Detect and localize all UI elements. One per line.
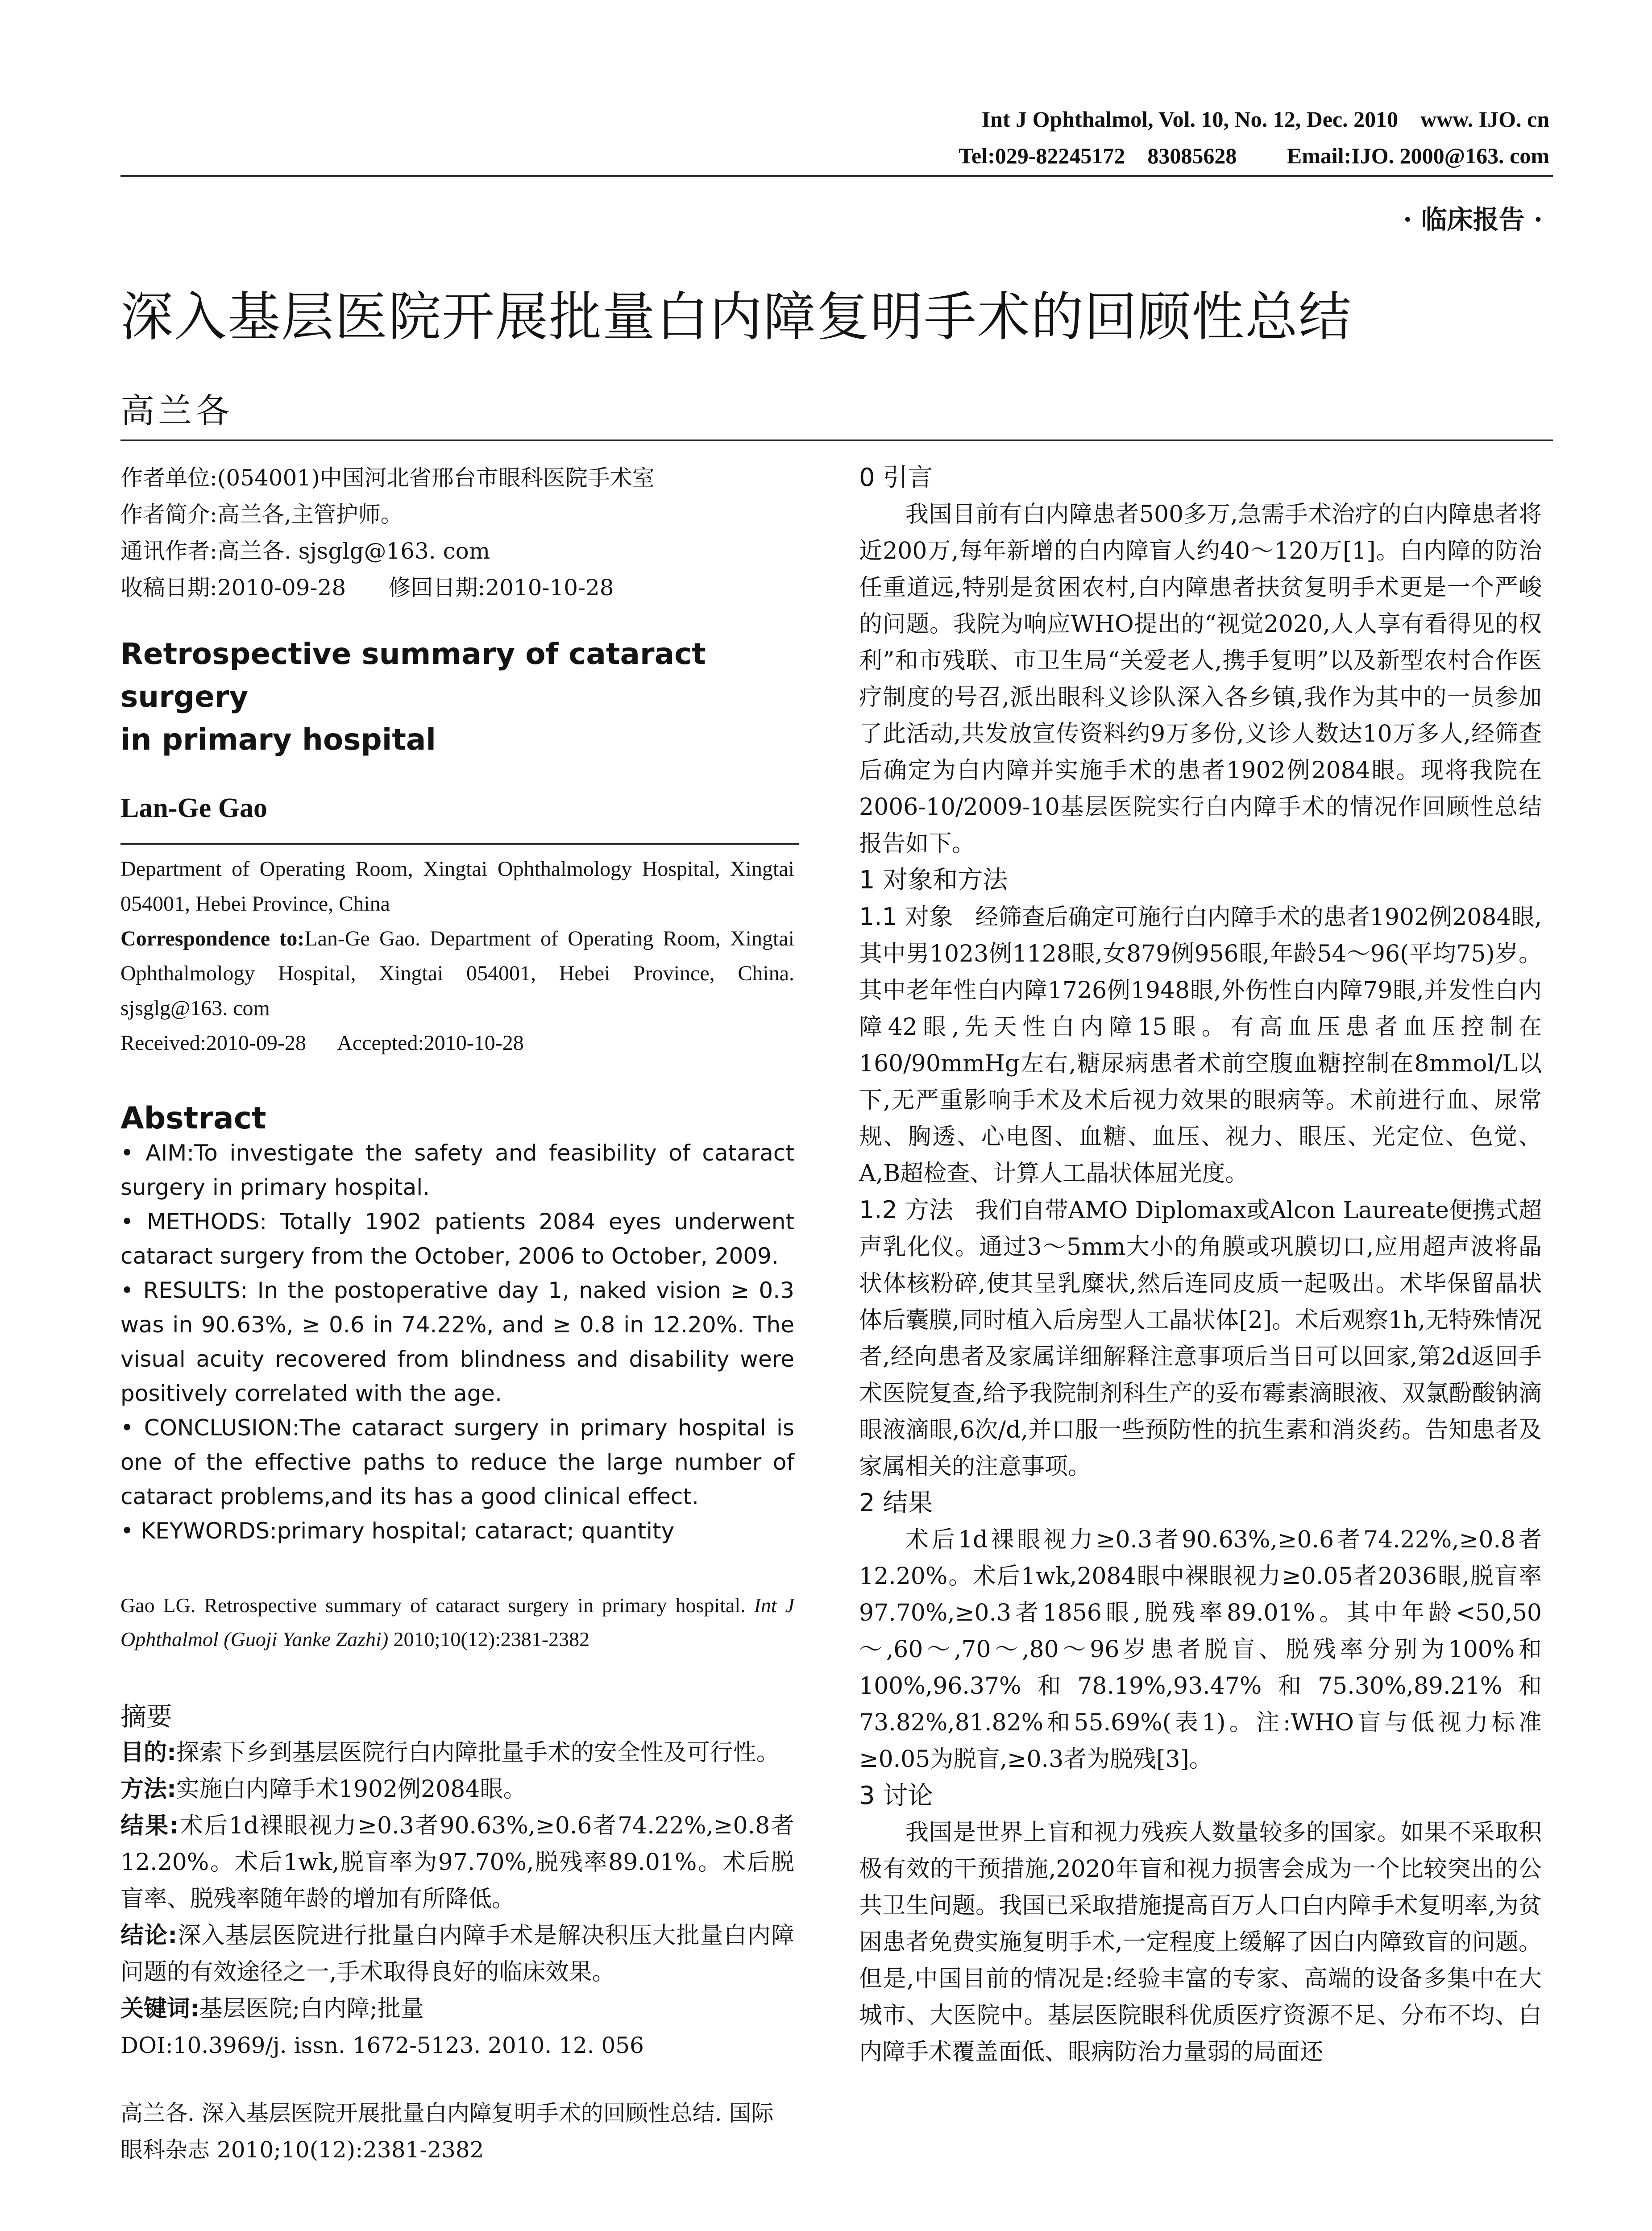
zh-method-text: 实施白内障手术1902例2084眼。: [176, 1776, 527, 1803]
journal-header-line2: Tel:029-82245172 83085628 Email:IJO. 2000@163. com: [959, 143, 1549, 168]
abstract-conclusion: • CONCLUSION:The cataract surgery in primary hospital is one of the effective paths to reduce the large number of cataract problems,and its has a good clinical effect.: [120, 1415, 794, 1509]
section-3-title: 3 讨论: [859, 1781, 933, 1810]
abstract-methods: • METHODS: Totally 1902 patients 2084 eyes underwent cataract surgery from the October, 2006 to October, 2009.: [120, 1209, 794, 1269]
zh-keywords-text: 基层医院;白内障;批量: [199, 1995, 424, 2022]
en-title-line1: Retrospective summary of cataract surgery: [120, 637, 706, 714]
abstract-keywords: • KEYWORDS:primary hospital; cataract; quantity: [120, 1518, 675, 1544]
cn-title: 深入基层医院开展批量白内障复明手术的回顾性总结: [120, 286, 1353, 348]
section-1-2-text: 我们自带AMO Diplomax或Alcon Laureate便携式超声乳化仪。通过3～5mm大小的角膜或巩膜切口,应用超声波将晶状体核粉碎,使其呈乳糜状,然后连同皮质一起吸出。术毕保留晶状体后囊膜,同时植入后房型人工晶状体[2]。术后观察1h,无特殊情况者,经向患者及家属详细解释注意事项后当日可以回家,第2d返回手术医院复查,给予我院制剂科生产的妥布霉素滴眼液、双氯酚酸钠滴眼液滴眼,6次/d,并口服一些预防性的抗生素和消炎药。告知患者及家属相关的注意事项。: [859, 1197, 1542, 1480]
abstract-results: • RESULTS: In the postoperative day 1, naked vision ≥ 0.3 was in 90.63%, ≥ 0.6 in 74.22%, and ≥ 0.8 in 12.20%. The visual acuity recovered from blindness and disability were positively correlated with the age.: [120, 1277, 794, 1406]
en-received: Received:2010-09-28 Accepted:2010-10-28: [120, 1031, 524, 1055]
en-citation-ref: 2010;10(12):2381-2382: [388, 1628, 590, 1650]
section-0-paragraph: 我国目前有白内障患者500多万,急需手术治疗的白内障患者将近200万,每年新增的白内障盲人约40～120万[1]。白内障的防治任重道远,特别是贫困农村,白内障患者扶贫复明手术更是一个严峻的问题。我院为响应WHO提出的“视觉2020,人人享有看得见的权利”和市残联、市卫生局“关爱老人,携手复明”以及新型农村合作医疗制度的号召,派出眼科义诊队深入各乡镇,我作为其中的一员参加了此活动,共发放宣传资料约9万多份,义诊人数达10万多人,经筛查后确定为白内障并实施手术的患者1902例2084眼。现将我院在2006-10/2009-10基层医院实行白内障手术的情况作回顾性总结报告如下。: [859, 501, 1542, 857]
author-bio: 作者简介:高兰各,主管护师。: [120, 502, 403, 527]
zh-method: [120, 1771, 794, 1808]
zh-conclusion: [120, 1917, 794, 1990]
section-1-1-label: 1.1 对象: [859, 903, 954, 931]
section-1-2: [859, 1192, 1542, 1485]
section-1-1-text: 经筛查后确定可施行白内障手术的患者1902例2084眼,其中男1023例1128眼,女879例956眼,年龄54～96(平均75)岁。其中老年性白内障1726例1948眼,外伤性白内障79眼,并发性白内障42眼,先天性白内障15眼。有高血压患者血压控制在160/90mmHg左右,糖尿病患者术前空腹血糖控制在8mmol/L以下,无严重影响手术及术后视力效果的眼病等。术前进行血、尿常规、胸透、心电图、血糖、血压、视力、眼压、光定位、色觉、A,B超检查、计算人工晶状体屈光度。: [859, 904, 1542, 1187]
zh-result-text: 术后1d裸眼视力≥0.3者90.63%,≥0.6者74.22%,≥0.8者12.20%。术后1wk,脱盲率为97.70%,脱残率89.01%。术后脱盲率、脱残率随年龄的增加有所降低。: [120, 1812, 794, 1912]
en-correspondence: [120, 921, 794, 1026]
en-citation-authors: Gao LG. Retrospective summary of cataract surgery in primary hospital.: [120, 1594, 754, 1617]
zh-conclusion-label: 结论:: [120, 1922, 178, 1949]
zh-keywords: [120, 1990, 794, 2027]
correspondence-label: Correspondence to:: [120, 927, 305, 950]
en-citation-journal: Int J Ophthalmol (Guoji Yanke Zazhi): [120, 1594, 794, 1650]
en-department: Department of Operating Room, Xingtai Ophthalmology Hospital, Xingtai 054001, Hebei Province, China: [120, 857, 794, 916]
section-2-title: 2 结果: [859, 1489, 933, 1518]
zh-conclusion-text: 深入基层医院进行批量白内障手术是解决积压大批量白内障问题的有效途径之一,手术取得良好的临床效果。: [120, 1922, 794, 1986]
abstract-aim: • AIM:To investigate the safety and feasibility of cataract surgery in primary hospital.: [120, 1140, 794, 1200]
section-1-1: [859, 899, 1542, 1192]
zh-abstract-heading: 摘要: [120, 1701, 173, 1732]
zh-aim: [120, 1734, 794, 1771]
en-author-rule: [120, 843, 799, 845]
zh-result-label: 结果:: [120, 1812, 179, 1839]
section-2-paragraph: 术后1d裸眼视力≥0.3者90.63%,≥0.6者74.22%,≥0.8者12.20%。术后1wk,2084眼中裸眼视力≥0.05者2036眼,脱盲率97.70%,≥0.3者1856眼,脱残率89.01%。其中年龄<50,50～,60～,70～,80～96岁患者脱盲、脱残率分别为100%和100%,96.37%和78.19%,93.47%和75.30%,89.21%和73.82%,81.82%和55.69%(表1)。注:WHO盲与低视力标准≥0.05为脱盲,≥0.3者为脱残[3]。: [859, 1526, 1542, 1773]
zh-result: [120, 1808, 794, 1917]
doi: DOI:10.3969/j. issn. 1672-5123. 2010. 12. 056: [120, 2032, 644, 2058]
zh-keywords-label: 关键词:: [120, 1995, 199, 2022]
left-column: [120, 460, 794, 2168]
section-1-2-label: 1.2 方法: [859, 1196, 954, 1224]
abstract-heading: Abstract: [120, 1101, 266, 1136]
title-rule: [120, 440, 1553, 441]
en-title-line2: in primary hospital: [120, 722, 436, 757]
zh-aim-text: 探索下乡到基层医院行白内障批量手术的安全性及可行性。: [176, 1739, 780, 1766]
zh-method-label: 方法:: [120, 1776, 176, 1803]
header-rule: [120, 175, 1553, 177]
correspondence-text: Lan-Ge Gao. Department of Operating Room, Xingtai Ophthalmology Hospital, Xingtai 054001, Hebei Province, China. sjsglg@163. com: [120, 927, 794, 1020]
zh-aim-label: 目的:: [120, 1739, 176, 1766]
journal-header-line1: Int J Ophthalmol, Vol. 10, No. 12, Dec. 2010 www. IJO. cn: [981, 107, 1549, 132]
en-title: [120, 633, 794, 761]
section-1-title: 1 对象和方法: [859, 866, 1008, 895]
section-3-paragraph: 我国是世界上盲和视力残疾人数量较多的国家。如果不采取积极有效的干预措施,2020年盲和视力损害会成为一个比较突出的公共卫生问题。我国已采取措施提高百万人口白内障手术复明率,为贫困患者免费实施复明手术,一定程度上缓解了因白内障致盲的问题。但是,中国目前的情况是:经验丰富的专家、高端的设备多集中在大城市、大医院中。基层医院眼科优质医疗资源不足、分布不均、白内障手术覆盖面低、眼病防治力量弱的局面还: [859, 1819, 1542, 2065]
right-column: [859, 460, 1542, 2070]
cn-author: 高兰各: [120, 391, 233, 431]
en-author: Lan-Ge Gao: [120, 793, 267, 823]
zh-citation: 高兰各. 深入基层医院开展批量白内障复明手术的回顾性总结. 国际眼科杂志 2010;10(12):2381-2382: [120, 2100, 774, 2163]
section-tag: · 临床报告 ·: [1403, 204, 1543, 235]
section-0-title: 0 引言: [859, 463, 933, 492]
en-citation: [120, 1588, 794, 1656]
corresponding-author: 通讯作者:高兰各. sjsglg@163. com: [120, 538, 490, 564]
received-dates: 收稿日期:2010-09-28 修回日期:2010-10-28: [120, 575, 614, 601]
author-affiliation: 作者单位:(054001)中国河北省邢台市眼科医院手术室: [120, 465, 655, 491]
